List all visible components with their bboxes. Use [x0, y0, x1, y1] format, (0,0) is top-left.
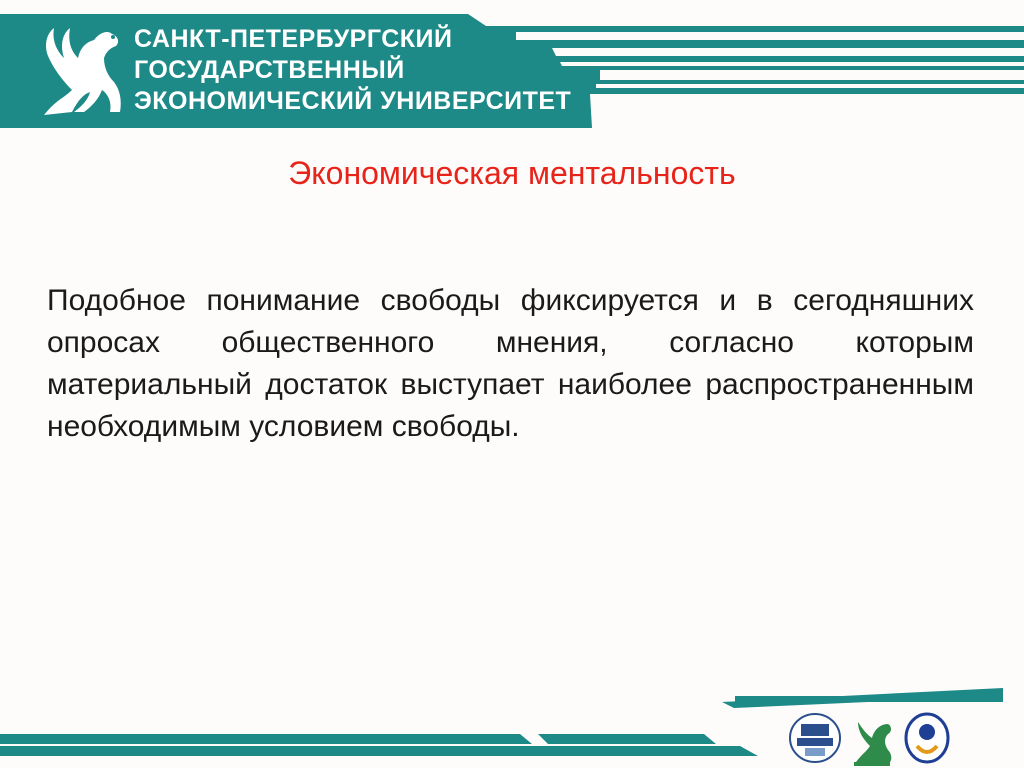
- inzhekon-emblem-icon: [788, 712, 842, 764]
- finek-griffin-icon: [848, 712, 896, 768]
- university-name-line-1: САНКТ-ПЕТЕРБУРГСКИЙ: [134, 25, 453, 53]
- griffin-icon: [34, 20, 126, 120]
- slide-body-text: Подобное понимание свободы фиксируется и в сегодняшних опросах общественного мнения, согласно которым материальный достаток выступает наиболее распространенным необходимым условием свободы.: [47, 284, 974, 443]
- institute-emblem-icon: [904, 712, 950, 764]
- slide-title: Экономическая ментальность: [288, 155, 736, 191]
- university-name-line-3: ЭКОНОМИЧЕСКИЙ УНИВЕРСИТЕТ: [134, 87, 572, 115]
- university-name-line-2: ГОСУДАРСТВЕННЫЙ: [134, 56, 405, 84]
- university-name: [134, 24, 571, 117]
